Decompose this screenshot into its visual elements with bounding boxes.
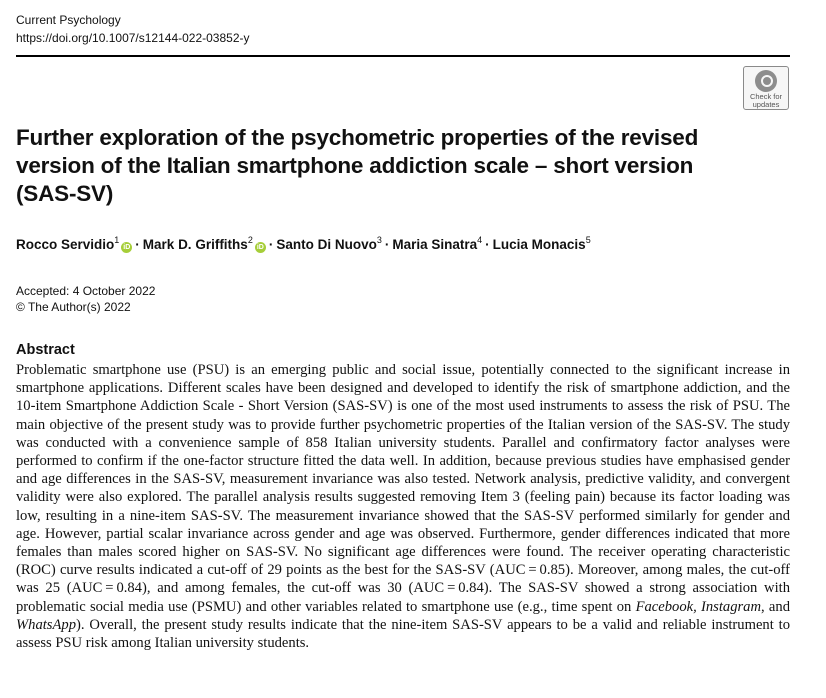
author[interactable]: Santo Di Nuovo$^3$ xyxy=(276,235,382,252)
crossmark-icon xyxy=(755,70,777,92)
publication-dates xyxy=(16,283,155,315)
check-for-updates-button[interactable] xyxy=(743,66,789,110)
doi-link[interactable]: https://doi.org/10.1007/s12144-022-03852-y xyxy=(16,31,250,45)
header-divider xyxy=(16,55,790,57)
copyright-notice: © The Author(s) 2022 xyxy=(16,300,131,314)
author[interactable]: Maria Sinatra$^4$ xyxy=(392,235,483,252)
author[interactable]: Rocco Servidio$^1$iD xyxy=(16,235,131,252)
accepted-date: Accepted: 4 October 2022 xyxy=(16,284,156,298)
author-separator: · xyxy=(268,237,274,252)
author-separator: · xyxy=(384,237,390,252)
author-separator: · xyxy=(135,237,140,252)
journal-header xyxy=(16,11,250,47)
author-list xyxy=(16,235,591,253)
badge-line-2: updates xyxy=(752,100,780,109)
badge-line-1: Check for xyxy=(749,92,783,101)
abstract-body: Problematic smartphone use (PSU) is an emerging public and social issue, potentially connected to the significant increase in smartphone applications. Different scales have been designed and developed to identify the risk of smartphone addiction, and the 10-item Smartphone Addiction Scale - Short Version (SAS-SV) is one of the most used instruments to assess the risk of PSU. The main objective of the present study was to provide further psychometric properties of the Italian version of the SAS-SV. The study was conducted with a convenience sample of 858 Italian university students. Parallel and confirmatory factor analyses were performed to confirm if the one-factor structure fitted the data well. In addition, because previous studies have emphasised gender and age differences in the SAS-SV, measurement invariance was also tested. Network analysis, predictive validity, and convergent validity were also explored. The parallel analysis results suggested removing Item 3 (feeling pain) because its factor loading was low, resulting in a nine-item SAS-SV. The measurement invariance showed that the SAS-SV performed similarly for gender and age. However, partial scalar invariance across gender and age was observed. Furthermore, gender differences indicated that more females than males scored higher on SAS-SV. No significant age differences were found. The receiver operating characteristic (ROC) curve results indicated a cut-off of 29 points as the best for the SAS-SV (AUC = 0.85). Moreover, among males, the cut-off was 25 (AUC = 0.84), and among females, the cut-off was 30 (AUC = 0.84). The SAS-SV showed a strong association with problematic social media use (PSMU) and other variables related to smartphone use (e.g., time spent on Facebook, Instagram, and WhatsApp). Overall, the present study results indicate that the nine-item SAS-SV appears to be a valid and reliable instrument to assess PSU risk among Italian university students. xyxy=(16,362,790,652)
journal-name: Current Psychology xyxy=(16,13,121,27)
article-title: Further exploration of the psychometric properties of the revised version of the Italian smartphone addiction scale – short version (SAS-SV) xyxy=(16,125,699,206)
author-separator: · xyxy=(485,237,490,252)
author[interactable]: Lucia Monacis$^5$ xyxy=(492,235,591,252)
orcid-icon[interactable]: iD xyxy=(123,244,131,251)
orcid-icon[interactable]: iD xyxy=(256,244,264,251)
author[interactable]: Mark D. Griffiths$^2$iD xyxy=(142,235,264,252)
abstract-heading: Abstract xyxy=(16,342,75,358)
